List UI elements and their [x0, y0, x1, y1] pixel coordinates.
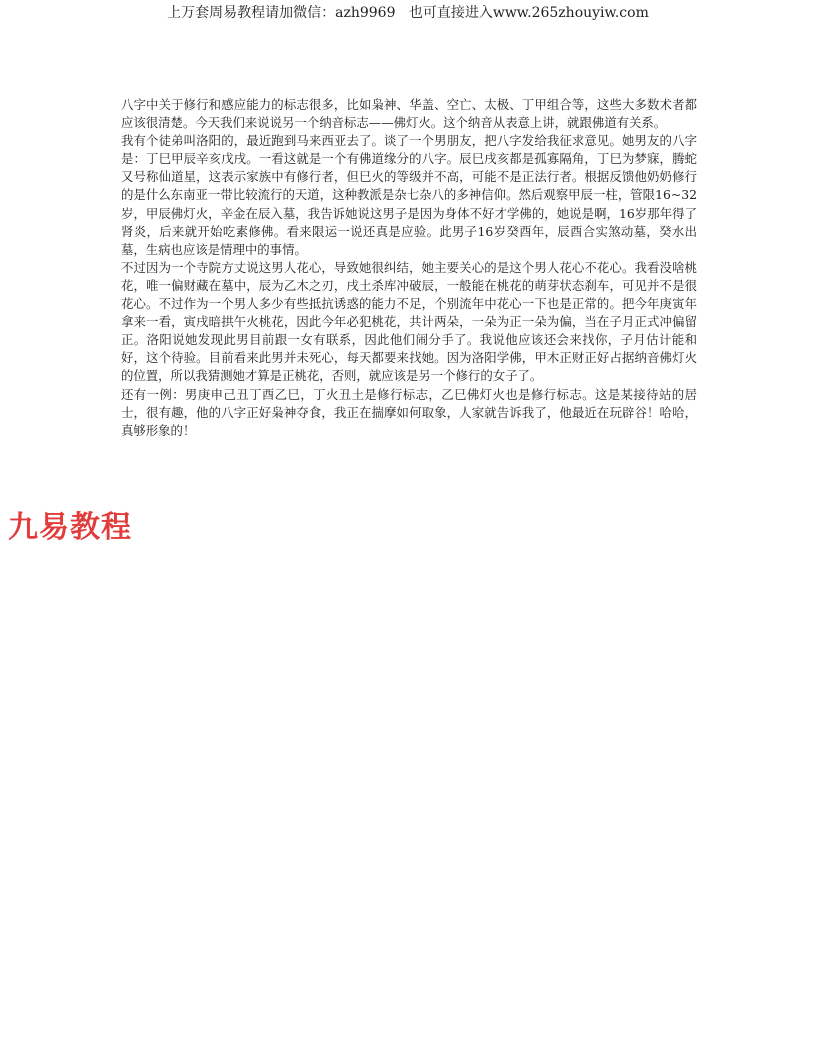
paragraph-4: 还有一例：男庚申己丑丁酉乙巳，丁火丑土是修行标志，乙巳佛灯火也是修行标志。这是某接待站的居士，很有趣，他的八字正好枭神夺食，我正在揣摩如何取象，人家就告诉我了，他最近在玩辟谷！哈哈，真够形象的！: [121, 386, 697, 438]
paragraph-1: 八字中关于修行和感应能力的标志很多，比如枭神、华盖、空亡、太极、丁甲组合等，这些大多数术者都应该很清楚。今天我们来说说另一个纳音标志——佛灯火。这个纳音从表意上讲，就跟佛道有关系。: [121, 97, 697, 131]
header-banner: 上万套周易教程请加微信：azh9969 也可直接进入www.265zhouyiw.com: [167, 5, 649, 21]
paragraph-2: 我有个徒弟叫洛阳的，最近跑到马来西亚去了。谈了一个男朋友，把八字发给我征求意见。她男友的八字是：丁巳甲辰辛亥戊戌。一看这就是一个有佛道缘分的八字。辰巳戌亥都是孤寡隔角，丁巳为梦寐，腾蛇又号称仙道星，这表示家族中有修行者，但巳火的等级并不高，可能不是正法行者。根据反馈他奶奶修行的是什么东南亚一带比较流行的天道，这种教派是杂七杂八的多神信仰。然后观察甲辰一柱，管限16~32岁，甲辰佛灯火，辛金在辰入墓，我告诉她说这男子是因为身体不好才学佛的，她说是啊，16岁那年得了肾炎，后来就开始吃素修佛。看来限运一说还真是应验。此男子16岁癸酉年，辰酉合实煞动墓，癸水出墓，生病也应该是情理中的事情。: [121, 133, 697, 257]
watermark-logo: 九易教程: [8, 510, 132, 545]
paragraph-3: 不过因为一个寺院方丈说这男人花心，导致她很纠结，她主要关心的是这个男人花心不花心。我看没啥桃花，唯一偏财藏在墓中，辰为乙木之刃，戌土杀库冲破辰，一般能在桃花的萌芽状态刹车，可见并不是很花心。不过作为一个男人多少有些抵抗诱惑的能力不足，个别流年中花心一下也是正常的。把今年庚寅年拿来一看，寅戌暗拱午火桃花，因此今年必犯桃花，共计两朵，一朵为正一朵为偏，当在子月正式冲偏留正。洛阳说她发现此男目前跟一女有联系，因此他们闹分手了。我说他应该还会来找你，子月估计能和好，这个待验。目前看来此男并未死心，每天都要来找她。因为洛阳学佛，甲木正财正好占据纳音佛灯火的位置，所以我猜测她才算是正桃花，否则，就应该是另一个修行的女子了。: [121, 259, 697, 384]
article-body: [121, 96, 697, 440]
